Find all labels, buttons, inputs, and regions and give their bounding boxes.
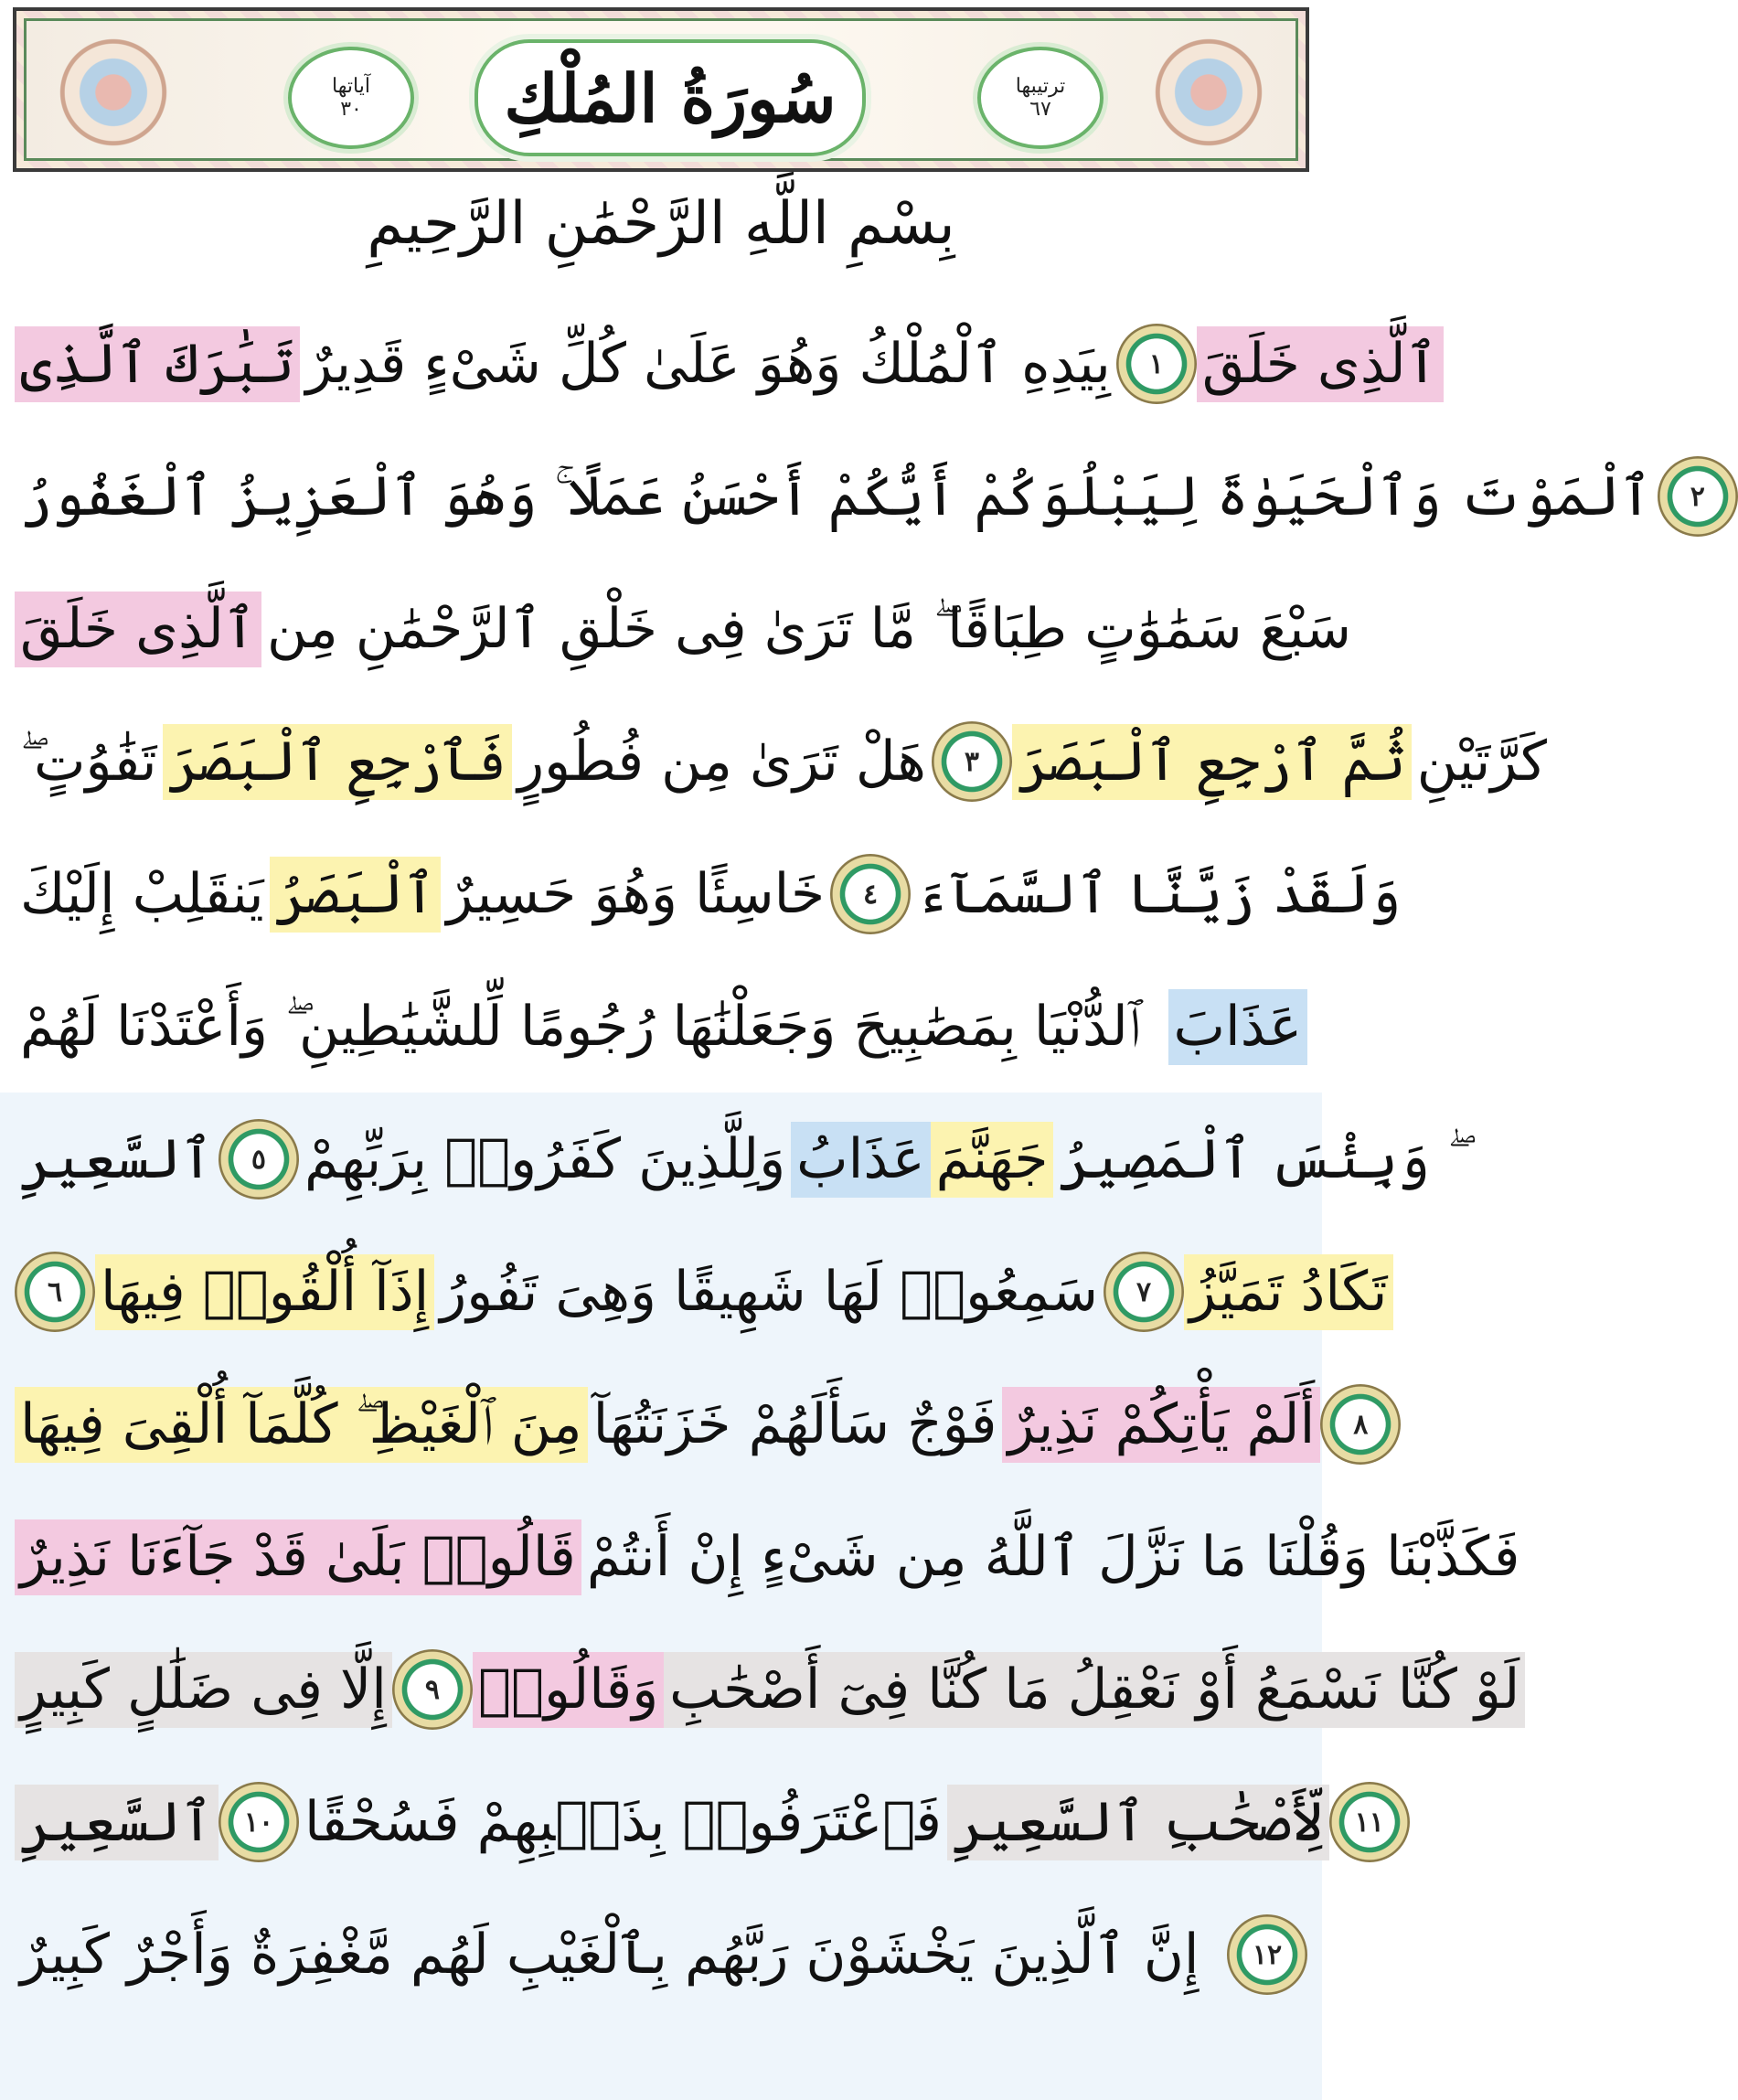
verse-number: ٣	[964, 745, 979, 778]
right-floral-ornament	[1140, 37, 1277, 147]
highlighted-phrase: مِنَ ٱلْغَيْظِ ۖ كُلَّمَآ أُلْقِىَ فِيهَا	[15, 1387, 588, 1463]
surah-title-cartouche	[474, 39, 866, 156]
verse-number-marker	[1658, 456, 1738, 537]
verse-number: ٤	[862, 878, 879, 911]
verse-number: ٧	[1136, 1275, 1152, 1308]
verse-number: ٦	[47, 1275, 63, 1308]
surah-order-number: ٦٧	[1029, 98, 1051, 121]
verse-number: ٢	[1690, 480, 1705, 513]
verse-line	[15, 698, 1547, 826]
verse-text: فَوْجٌ سَأَلَهُمْ خَزَنَتُهَآ	[592, 1391, 997, 1456]
verse-text: هَلْ تَرَىٰ مِن فُطُورٍ	[517, 729, 926, 794]
highlighted-phrase: لِّأَصْحَٰبِ ٱلسَّعِيرِ	[947, 1785, 1329, 1860]
header-inner-panel	[24, 18, 1298, 161]
surah-order-medallion	[977, 47, 1104, 149]
verse-number-marker	[1104, 1252, 1184, 1332]
verse-number-marker	[219, 1782, 299, 1862]
verse-number-marker	[830, 854, 911, 934]
verse-text: بِيَدِهِ ٱلْمُلْكُ وَهُوَ عَلَىٰ كُلِّ شَىْءٍ قَدِيرٌ	[305, 331, 1111, 396]
highlighted-phrase: ٱلْبَصَرُ	[270, 857, 442, 933]
verse-number: ٩	[424, 1673, 440, 1706]
highlighted-phrase: جَهَنَّمَ	[931, 1122, 1054, 1198]
verse-line	[15, 1493, 1520, 1621]
verse-number: ١٢	[1252, 1938, 1283, 1971]
verse-text: ۖ وَبِئْسَ ٱلْمَصِيرُ	[1059, 1126, 1448, 1191]
verse-line	[15, 432, 1705, 560]
verse-text: فَكَذَّبْنَا وَقُلْنَا مَا نَزَّلَ ٱللَّهُ مِن شَىْءٍ إِنْ أَنتُمْ	[586, 1524, 1520, 1589]
verse-number-marker	[15, 1252, 95, 1332]
verse-line	[15, 1626, 1520, 1754]
verse-line	[15, 1891, 1307, 2019]
highlighted-phrase: فَٱرْجِعِ ٱلْبَصَرَ	[163, 724, 513, 800]
verse-number-marker	[932, 721, 1012, 802]
highlighted-phrase: عَذَابُ	[791, 1122, 930, 1198]
verse-text: ٱلدُّنْيَا بِمَصَٰبِيحَ وَجَعَلْنَٰهَا رُجُومًا لِّلشَّيَٰطِينِ ۖ وَأَعْتَدْنَا لَهُمْ	[20, 994, 1141, 1059]
verse-text: كَرَّتَيْنِ	[1416, 729, 1547, 794]
highlighted-phrase: أَلَمْ يَأْتِكُمْ نَذِيرٌ	[1002, 1387, 1320, 1463]
verse-text: فَٱعْتَرَفُوا۟ بِذَنۢبِهِمْ فَسُحْقًا	[304, 1789, 942, 1854]
verse-number: ٨	[1353, 1408, 1369, 1441]
highlighted-phrase: وَقَالُوا۟	[473, 1652, 664, 1728]
highlighted-phrase: تَبَٰرَكَ ٱلَّذِى	[15, 326, 300, 402]
verse-text: إِنَّ ٱلَّذِينَ يَخْشَوْنَ رَبَّهُم بِٱلْغَيْبِ لَهُم مَّغْفِرَةٌ وَأَجْرٌ كَبِيرٌ	[20, 1922, 1200, 1987]
highlighted-phrase: ٱلسَّعِيرِ	[15, 1785, 219, 1860]
verse-number-marker	[1116, 324, 1197, 404]
verse-line	[15, 1228, 1388, 1356]
verse-number-marker	[1320, 1384, 1401, 1465]
verse-number: ١١	[1354, 1806, 1384, 1839]
highlighted-phrase: إِلَّا فِى ضَلَٰلٍ كَبِيرٍ	[15, 1652, 392, 1728]
highlighted-phrase: ٱلَّذِى خَلَقَ	[1197, 326, 1444, 402]
verse-text: خَاسِئًا وَهُوَ حَسِيرٌ	[446, 861, 826, 926]
left-floral-ornament	[45, 37, 182, 147]
verse-number-marker	[1329, 1782, 1410, 1862]
verse-line	[15, 830, 1402, 958]
verse-number-marker	[219, 1119, 299, 1199]
verse-line	[15, 1095, 1448, 1223]
verse-count-number: ٣٠	[340, 98, 362, 121]
surah-order-label: ترتيبها	[1015, 75, 1066, 98]
highlighted-phrase: ثُمَّ ٱرْجِعِ ٱلْبَصَرَ	[1012, 724, 1412, 800]
verse-text: يَنقَلِبْ إِلَيْكَ	[20, 861, 264, 926]
highlighted-phrase: قَالُوا۟ بَلَىٰ قَدْ جَآءَنَا نَذِيرٌ	[15, 1519, 581, 1595]
verse-text: وَلَقَدْ زَيَّنَّا ٱلسَّمَآءَ	[916, 861, 1402, 926]
verse-text: تَفَٰوُتٍ ۖ	[20, 729, 157, 794]
verse-number: ١٠	[243, 1806, 274, 1839]
verse-count-medallion	[288, 47, 414, 149]
verse-line	[15, 963, 1307, 1091]
highlighted-phrase: ٱلَّذِى خَلَقَ	[15, 592, 261, 667]
verse-text: ٱلسَّعِيرِ	[20, 1126, 213, 1191]
verse-number-marker	[392, 1649, 473, 1730]
verse-text: سَبْعَ سَمَٰوَٰتٍ طِبَاقًا ۖ مَّا تَرَىٰ فِى خَلْقِ ٱلرَّحْمَٰنِ مِن	[266, 596, 1352, 661]
verse-number: ٥	[251, 1143, 266, 1176]
verse-line	[15, 1758, 1384, 1886]
surah-title: سُورَةُ المُلْكِ	[504, 59, 837, 137]
verse-line	[15, 300, 1438, 428]
surah-header-frame	[13, 7, 1309, 172]
highlighted-phrase: إِذَآ أُلْقُوا۟ فِيهَا	[95, 1254, 434, 1330]
verse-text: سَمِعُوا۟ لَهَا شَهِيقًا وَهِىَ تَفُورُ	[440, 1259, 1098, 1324]
highlighted-phrase: لَوْ كُنَّا نَسْمَعُ أَوْ نَعْقِلُ مَا كُنَّا فِىٓ أَصْحَٰبِ	[664, 1652, 1525, 1728]
highlighted-phrase: عَذَابَ	[1168, 989, 1307, 1065]
highlighted-phrase: تَكَادُ تَمَيَّزُ	[1184, 1254, 1393, 1330]
verse-line	[15, 565, 1352, 693]
verse-line	[15, 1360, 1369, 1488]
verse-count-label: آياتها	[332, 75, 370, 98]
verse-number: ١	[1148, 347, 1164, 380]
verse-number-marker	[1227, 1914, 1307, 1995]
verse-text: وَلِلَّذِينَ كَفَرُوا۟ بِرَبِّهِمْ	[304, 1126, 786, 1191]
verse-text: ٱلْمَوْتَ وَٱلْحَيَوٰةَ لِيَبْلُوَكُمْ أَيُّكُمْ أَحْسَنُ عَمَلًا ۚ وَهُوَ ٱلْعَزِيزُ ٱلْغَفُورُ	[20, 464, 1652, 528]
basmala: بِسْمِ اللَّهِ الرَّحْمَٰنِ الرَّحِيمِ	[367, 190, 955, 258]
